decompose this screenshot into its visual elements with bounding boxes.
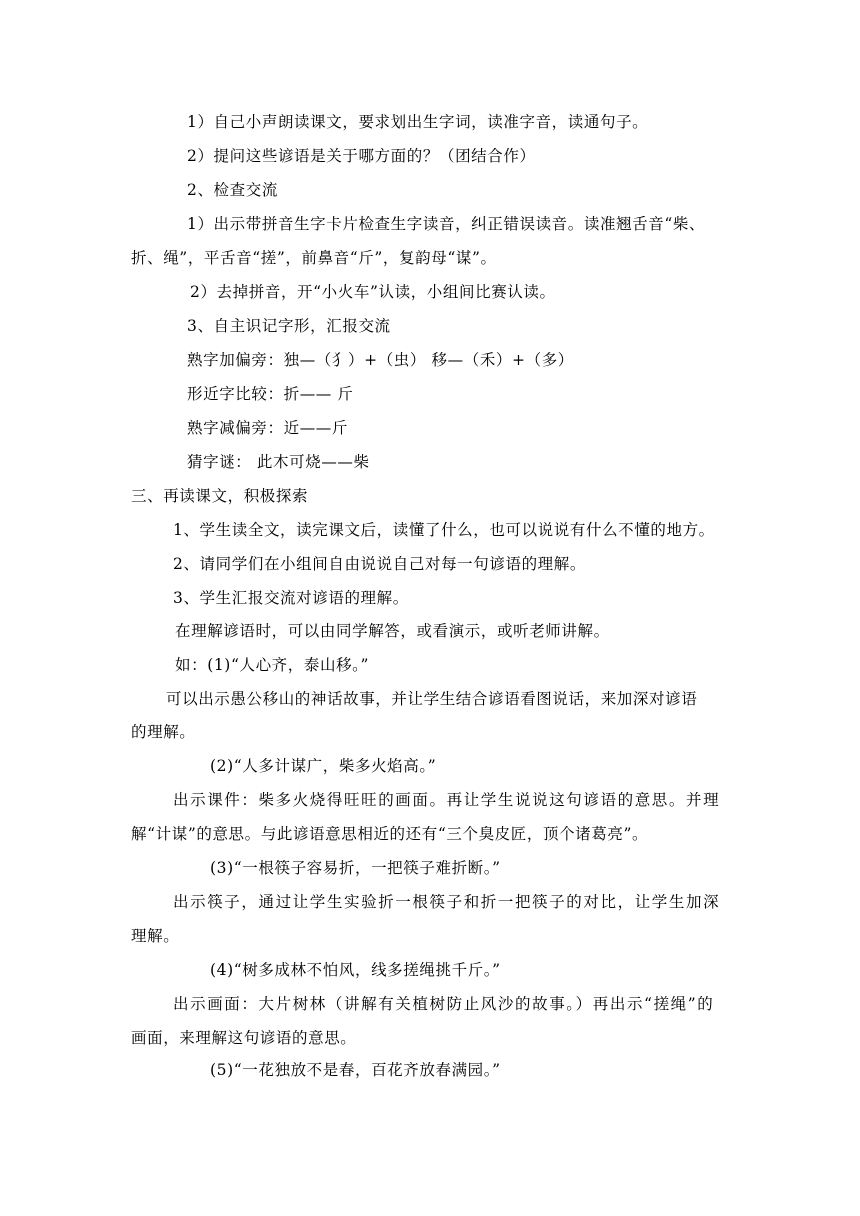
text-line: 1）出示带拼音生字卡片检查生字读音，纠正错误读音。读准翘舌音“柴、 [187,215,706,233]
text-line: 出示画面：大片树林（讲解有关植树防止风沙的故事。）再出示“搓绳”的 [173,995,715,1013]
text-line: 1）自己小声朗读课文，要求划出生字词，读准字音，读通句子。 [187,113,649,131]
text-line: 解“计谋”的意思。与此谚语意思相近的还有“三个臭皮匠，顶个诸葛亮”。 [131,825,649,843]
text-line: 画面，来理解这句谚语的意思。 [131,1029,357,1047]
text-line: 理解。 [131,927,180,945]
text-line: 猜字谜： 此木可烧——柴 [187,453,370,471]
proverb-line: (4)“树多成林不怕风，线多搓绳挑千斤。” [210,961,501,979]
text-line: 出示筷子，通过让学生实验折一根筷子和折一把筷子的对比，让学生加深 [173,893,721,911]
section-heading: 三、再读课文，积极探索 [131,487,309,505]
text-line: 形近字比较：折—— 斤 [187,385,354,403]
text-line: 3、学生汇报交流对谚语的理解。 [173,589,409,607]
proverb-line: (2)“人多计谋广，柴多火焰高。” [210,757,437,775]
text-line: 2）提问这些谚语是关于哪方面的？（团结合作） [187,147,536,165]
text-line: 如：(1)“人心齐，泰山移。” [175,656,370,674]
proverb-line: (5)“一花独放不是春，百花齐放春满园。” [210,1061,501,1079]
section-heading: 3、自主识记字形，汇报交流 [187,317,391,335]
proverb-line: (3)“一根筷子容易折，一把筷子难折断。” [210,859,501,877]
section-heading: 2、检查交流 [187,181,278,199]
text-line: 熟字加偏旁：独—（犭）+（虫） 移—（禾）+（多） [187,351,574,369]
text-line: 在理解谚语时，可以由同学解答，或看演示，或听老师讲解。 [175,622,610,640]
text-line: 的理解。 [131,723,196,741]
text-line: 2、请同学们在小组间自由说说自己对每一句谚语的理解。 [173,555,586,573]
text-line: 折、绳”，平舌音“搓”，前鼻音“斤”，复韵母“谋”。 [131,249,497,267]
text-line: 出示课件：柴多火烧得旺旺的画面。再让学生说说这句谚语的意思。并理 [173,791,721,809]
text-line: 2）去掉拼音，开“小火车”认读，小组间比赛认读。 [190,283,556,301]
text-line: 1、学生读全文，读完课文后，读懂了什么，也可以说说有什么不懂的地方。 [173,521,715,539]
text-line: 可以出示愚公移山的神话故事，并让学生结合谚语看图说话，来加深对谚语 [166,690,698,708]
text-line: 熟字减偏旁：近——斤 [187,419,349,437]
